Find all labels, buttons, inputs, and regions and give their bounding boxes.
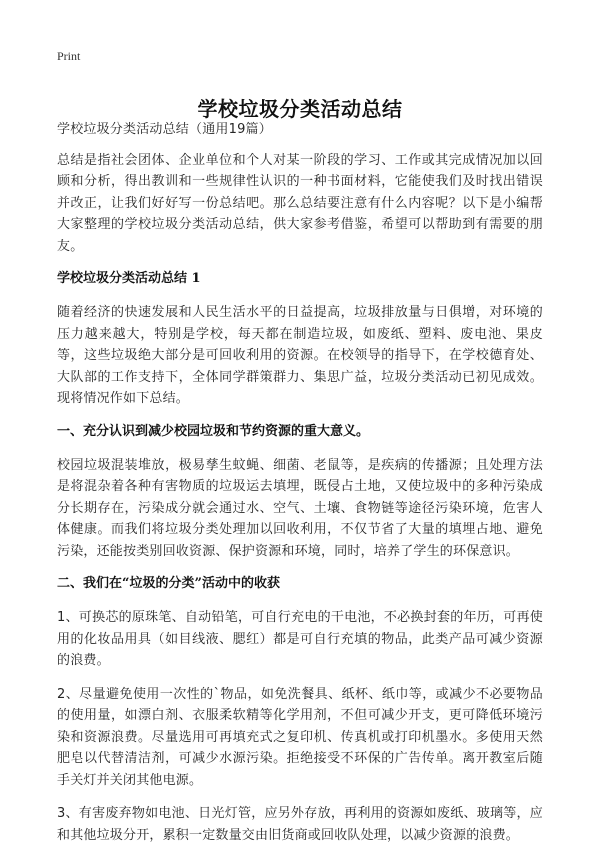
section-2-heading: 二、我们在“垃圾的分类”活动中的收获 xyxy=(57,576,280,591)
article-body-paragraph: 随着经济的快速发展和人民生活水平的日益提高，垃圾排放量与日俱增，对环境的压力越来越大，特别是学校，每天都在制造垃圾，如废纸、塑料、废电池、果皮等，这些垃圾绝大部分是可回收利用的资源。在校领导的指导下，在学校德育处、大队部的工作支持下，全体同学群策群力、集思广益，垃圾分类活动已初见成效。现将情况作如下总结。 xyxy=(57,305,543,406)
print-link[interactable]: Print xyxy=(57,49,81,63)
section-2-item-3: 3、有害废弃物如电池、日光灯管，应另外存放，再利用的资源如废纸、玻璃等，应和其他垃圾分开，累积一定数量交由旧货商或回收队处理，以减少资源的浪费。 xyxy=(57,806,543,843)
document-title: 学校垃圾分类活动总结 xyxy=(197,97,403,122)
document-subtitle: 学校垃圾分类活动总结（通用19篇） xyxy=(57,122,272,137)
section-1-paragraph: 校园垃圾混装堆放，极易孳生蚊蝇、细菌、老鼠等，是疾病的传播源；且处理方法是将混杂着各种有害物质的垃圾运去填埋，既侵占土地，又使垃圾中的多种污染成分长期存在，污染成分就会通过水、空气、土壤、食物链等途径污染环境，危害人体健康。而我们将垃圾分类处理加以回收利用，不仅节省了大量的填埋占地、避免污染，还能按类别回收资源、保护资源和环境，同时，培养了学生的环保意识。 xyxy=(57,457,543,559)
document-content xyxy=(57,119,543,858)
section-2-item-2: 2、尽量避免使用一次性的`物品，如免洗餐具、纸杯、纸巾等，或减少不必要物品的使用量，如漂白剂、衣服柔软精等化学用剂，不但可减少开支，更可降低环境污染和资源浪费。尽量选用可再填充式之复印机、传真机或打印机墨水。多使用天然肥皂以代替清洁剂，可减少水源污染。拒绝接受不环保的广告传单。离开教室后随手关灯并关闭其他电源。 xyxy=(57,686,543,788)
section-1-heading: 一、充分认识到减少校园垃圾和节约资源的重大意义。 xyxy=(57,423,370,439)
section-2-item-1: 1、可换芯的原珠笔、自动铅笔，可自行充电的干电池，不必换封套的年历，可再使用的化妆品用具（如目线液、腮红）都是可自行充填的物品，此类产品可减少资源的浪费。 xyxy=(57,610,543,668)
article-heading: 学校垃圾分类活动总结 1 xyxy=(57,271,201,286)
intro-paragraph: 总结是指社会团体、企业单位和个人对某一阶段的学习、工作或其完成情况加以回顾和分析，得出教训和一些规律性认识的一种书面材料，它能使我们及时找出错误并改正，让我们好好写一份总结吧。那么总结要注意有什么内容呢？以下是小编帮大家整理的学校垃圾分类活动总结，供大家参考借鉴，希望可以帮助到有需要的朋友。 xyxy=(57,152,543,254)
